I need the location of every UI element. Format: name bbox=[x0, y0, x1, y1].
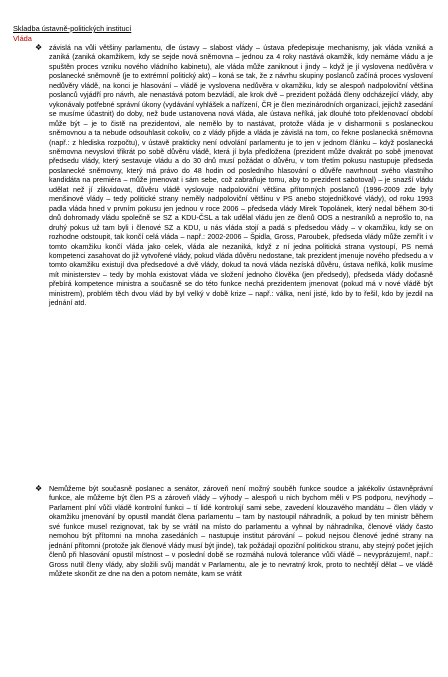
paragraph: Nemůžeme být současně poslanec a senátor, zároveň není možný souběh funkce soudce a jakékoliv ústavněprávní funkce, ale můžeme být člen PS a zároveň vlády – výhody – alespoň u nich bychom měli v PS podporu, nevýhody – Parlament plní vůči vládě kontrolní funkci – tí lidé kontrolují sami sebe, zavedení klouzavého mandátu – člen vlády v okamžiku jmenování by opustil mandát člena parlamentu – tam by nastoupil náhradník, a pokud by ten ministr během své funkce musel rezignovat, tak by se vrátil na místo do parlamentu a vyhnal by náhradníka, členové vlády často nemohou být přítomni na mnoha zasedáních – nastupuje institut párování – pokud nejsou členové jedné strany na jednání přítomni (protože jak členové vlády musí být jinde), tak požádají opoziční politickou stranu, aby stejný počet jejích členů při hlasování opustil místnost – v poslední době se rozmáhá nulová tolerance vůči vládě – nevyprázujem!, např.: Gross nutil členy vlády, aby složili svůj mandát v Parlamentu, ale je to nevratný krok, proto to nechtějí dělat – ve vládě můžete skončit ze dne na den a potom nemáte, kam se vrátit bbox=[49, 485, 433, 579]
section-heading: Vláda bbox=[13, 34, 32, 43]
paragraph: závislá na vůli většiny parlamentu, dle ústavy – slabost vlády – ústava předepisuje mechanismy, jak vláda vzniká a zaniká (zaniká okamžikem, kdy se sejde nová sněmovna – jednou za 4 roky nastává okamžik, kdy nemáme vládu a je spuštěn proces vzniku nového vládního kabinetu), ale vláda může zaniknout i jindy – když je jí vyslovena nedůvěra v poslanecké sněmovně (je to extrémní politický akt) – koná se tak, že z návrhu skupiny poslanců začíná proces vyslovení nedůvěry vládě, na konci je hlasování – vládě je vyslovena nedůvěra v okamžiku, kdy se alespoň nadpoloviční většina poslanců vyjádří pro návrh, ale nenastává potom bezvládí, ale krok dvě – prezident požádá členy odcházející vlády, aby vykonávaly potřebné správní úkony (vydávání vyhlášek a nařízení, ČR je člen mezinárodních organizací, jejichž zasedání se musíme účastnit) do doby, než bude ustanovena nová vláda, ale ústava neříká, jak dlouhé toto překlenovací období může být – je to čistě na prezidentovi, ale nemělo by to nastávat, protože vláda je v disharmonii s poslaneckou sněmovnou a ta nebude odsouhlasit cokoliv, co z vlády přijde a vláda je závislá na tom, co řekne poslanecká sněmovna (např.: z hlediska rozpočtu), v ústavě prakticky není odvolání parlamentu je to jen v jednom článku – když poslanecká sněmovna nevyslovi třikrát po sobě důvěru vládě, která jí byla předložena (prezident může dvakrát po sobě jmenovat předsedu vlády, který sestavuje vládu a do 30 dnů musí požádat o důvěru, v tom třetím pokusu nastupuje předseda poslanecké sněmovny, který má právo do 48 hodin od posledního hlasování o důvěře navrhnout svého vlastního kandidáta na premiéra – může jmenovat i sám sebe, což zabraňuje tomu, aby to prezident sabotoval) – je snazší vládu udělat než jí zlikvidovat, důvěru vládě vyslovuje nadpoloviční většina přítomných poslanců (1996-2009 zde byly menšinové vlády – tedy politické strany neměly nadpoloviční většinu v PS anebo stojedničkové vlády), od roku 1993 padla vláda hned v prvním pokusu jen jednou v roce 2006 – předseda vlády Mirek Topolánek, který nedal během 30-ti dnů dohromady vládu společně se SZ a KDU-ČSL a tak udělal vládu jen ze členů ODS a nestraníků a neprošlo to, na druhý pokus už tam byli i členové SZ a KDU, u nás vláda stojí a padá s předsedou vlády – v okamžiku, kdy se on rozhodne odstoupit, tak končí celá vláda – např.: 2002-2006 – Špidla, Gross, Paroubek, předseda vlády může zemřít i v tomto okamžiku končí vláda jako celek, vláda ale nezaniká, když z ní jedna politická strana vystoupí, PS nemá kompetenci zasahovat do již vytvořené vlády, pokud vláda důvěru nedostane, tak prezident jmenuje nového předsedu a v tomto okamžiku existují dva předsedové a dvě vlády, dokud ta nová vláda nezíská důvěru, ústava neříká, kolik musíme mít ministerstev – tedy by mohla existovat vláda ve složení jednoho člověka (jen předsedy), předseda vlády dočasně přebírá kompetence ministra a současně se do této funkce nechá prezidentem jmenovat (pokud má v nové vládě být ministrem), problém těch dvou vlád by byl velký v době krize – např.: válka, není jisté, kdo by to řešil, kdo by jezdil na jednání atd. bbox=[49, 44, 433, 308]
document-title: Skladba ústavně-politických institucí bbox=[13, 24, 132, 33]
bullet-icon: ❖ bbox=[35, 484, 43, 493]
bullet-icon: ❖ bbox=[35, 43, 43, 52]
